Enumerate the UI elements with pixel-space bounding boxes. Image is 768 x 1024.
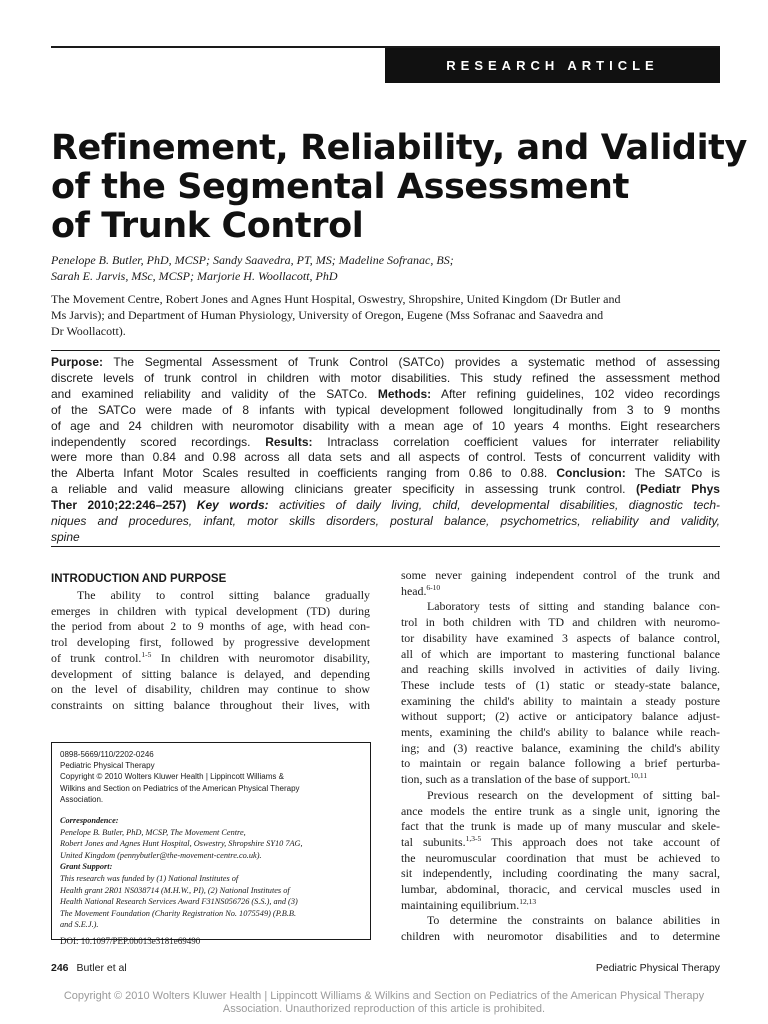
page-footer (51, 962, 720, 978)
body-line: ing; and (3) reactive balance, examining the child's ability (401, 740, 720, 755)
left-column (51, 568, 370, 714)
corr-line (60, 815, 362, 838)
author-line: Sarah E. Jarvis, MSc, MCSP; Marjorie H. Woollacott, PhD (51, 269, 338, 283)
reference-superscript: 12,13 (519, 896, 537, 906)
meta-line: 0898-5669/110/2202-0246 (60, 750, 154, 759)
reference-superscript: 10,11 (630, 771, 648, 781)
reference-superscript: 1,3-5 (465, 833, 482, 843)
body-text: In children with neuromotor disability, (160, 650, 370, 665)
section-heading: INTRODUCTION AND PURPOSE (51, 573, 227, 585)
copyright-line: Association. Unauthorized reproduction of this article is prohibited. (222, 1003, 546, 1015)
body-line (401, 772, 720, 788)
grant-line: and S.E.J.). (60, 920, 99, 930)
corr-line: Robert Jones and Agnes Hunt Hospital, Oswestry, Shropshire SY10 7AG, (60, 839, 303, 849)
affiliation-line: Ms Jarvis); and Department of Human Physiology, University of Oregon, Eugene (Mss Sofranac and Saavedra and (51, 308, 604, 322)
affiliations (51, 291, 720, 339)
abstract-line: niques and procedures, infant, motor skills disorders, postural balance, psychometrics, reliability and validity, (51, 514, 720, 529)
abstract-text: Intraclass correlation coefficient values for interrater reliability (327, 434, 720, 449)
body-line: all of which are important to mastering functional balance (401, 646, 720, 661)
body-line: the period from about 2 to 9 months of age, with head con- (51, 619, 370, 634)
abstract-line: of the SATCo were made of 8 infants with typical development followed longitudinally from 3 to 9 months (51, 402, 720, 417)
body-text: tal subunits. (401, 834, 466, 849)
body-line: ance models the entire trunk as a single unit, ignoring the (401, 803, 720, 818)
running-authors: Butler et al (76, 962, 127, 974)
abstract-line (51, 498, 720, 514)
conclusion-label: Conclusion: (556, 466, 626, 481)
body-line (401, 584, 720, 600)
body-text: of trunk control. (51, 650, 142, 665)
article-type-banner: RESEARCH ARTICLE (385, 48, 720, 83)
abstract-line: of age and 24 children with neuromotor disability with a mean age of 10 years 4 months. Eight researchers (51, 418, 720, 433)
meta-line: Copyright © 2010 Wolters Kluwer Health | Lippincott Williams & (60, 772, 284, 782)
body-line: ments, examining the child's ability to balance while reach- (401, 725, 720, 740)
body-line: trol in both children with TD and children with neuromo- (401, 615, 720, 630)
abstract-text: The Segmental Assessment of Trunk Control (SATCo) provides a systematic method of assessing (113, 355, 720, 369)
abstract-text: and examined reliability and validity of the SATCo. (51, 386, 368, 401)
body-line (401, 835, 720, 851)
grant-line: Health National Research Services Award F31NS056726 (S.S.), and (3) (60, 897, 298, 907)
page-number: 246 (51, 962, 69, 974)
title-line: of the Segmental Assessment (51, 167, 629, 207)
body-line: sit independently, including coordinating the many sacral, (401, 866, 720, 881)
affiliation-line: Dr Woollacott). (51, 324, 126, 338)
abstract-line (51, 387, 720, 403)
corr-text: Penelope B. Butler, PhD, MCSP, The Movement Centre, (60, 827, 246, 837)
doi: DOI: 10.1097/PEP.0b013e3181e69490 (60, 935, 201, 946)
body-line: To determine the constraints on balance abilities in (427, 913, 720, 928)
grant-label: Grant Support: (60, 862, 113, 872)
journal-name: Pediatric Physical Therapy (595, 962, 720, 974)
abstract-line (51, 435, 720, 451)
affiliation-line: The Movement Centre, Robert Jones and Agnes Hunt Hospital, Oswestry, Shropshire, United Kingdom (Dr Butler and (51, 292, 621, 306)
correspondence (60, 815, 362, 931)
abstract-line: spine (51, 529, 80, 544)
body-line: on the level of disability, children may continue to show (51, 682, 370, 697)
body-line: the neuromuscular coordination that must be achieved to (401, 850, 720, 865)
reference-superscript: 1-5 (141, 649, 152, 659)
article-info-box (51, 742, 371, 946)
body-text: head. (401, 583, 427, 598)
abstract-rule-bottom (51, 546, 720, 547)
abstract-text: The SATCo is (634, 466, 720, 481)
author-list (51, 252, 720, 284)
grant-line: Health grant 2R01 NS038714 (M.H.W., PI), (2) National Institutes of (60, 885, 290, 895)
body-line (51, 651, 370, 667)
body-line: to maintain or regain balance following a brief perturba- (401, 756, 720, 771)
grant-line: The Movement Foundation (Charity Registration No. 1075549) (P.B.B. (60, 908, 297, 918)
right-column-text (401, 568, 720, 945)
abstract-line: were more than 0.84 and 0.98 across all data sets and all aspects of control. Tests of concurrent validity with (51, 450, 720, 465)
corr-line: United Kingdom (pennybutler@the-movement-centre.co.uk). (60, 850, 262, 860)
author-line: Penelope B. Butler, PhD, MCSP; Sandy Saavedra, PT, MS; Madeline Sofranac, BS; (51, 253, 454, 267)
publication-meta (60, 749, 362, 805)
abstract (51, 355, 720, 546)
correspondence-label: Correspondence: (60, 816, 119, 826)
citation: (Pediatr Phys (636, 482, 720, 497)
purpose-label: Purpose: (51, 355, 104, 369)
body-line: and reaching skills involved in activities of daily living. (401, 662, 720, 677)
right-column (401, 568, 720, 945)
body-text: tion, such as a translation of the base of support. (401, 772, 631, 787)
body-line: Previous research on the development of sitting bal- (427, 787, 720, 802)
abstract-text: independently scored recordings. (51, 434, 251, 449)
title-line: Refinement, Reliability, and Validity (51, 128, 747, 168)
reference-superscript: 6-10 (426, 582, 441, 592)
keywords-text: activities of daily living, child, developmental disabilities, diagnostic tech- (279, 498, 721, 513)
abstract-line (51, 355, 720, 371)
body-line: Laboratory tests of sitting and standing balance con- (427, 599, 720, 614)
body-line: children with neuromotor disabilities and to determine (401, 929, 720, 944)
meta-line: Association. (60, 794, 104, 804)
abstract-text: After refining guidelines, 102 video recordings (440, 386, 720, 401)
body-line: some never gaining independent control of the trunk and (401, 568, 720, 582)
body-line: tor disability have examined 3 aspects of balance control, (401, 630, 720, 645)
body-line: trol developing first, followed by progressive development (51, 635, 370, 650)
body-line: development of sitting balance is delayed, and depending (51, 666, 370, 681)
abstract-rule-top (51, 350, 720, 351)
body-line: constraints on sitting balance throughout their lives, with (51, 697, 370, 712)
abstract-line: discrete levels of trunk control in children with motor disabilities. This study refined the assessment method (51, 370, 720, 385)
grant-text: This research was funded by (1) National Institutes of (60, 873, 239, 883)
body-line (401, 898, 720, 914)
copyright-line: Copyright © 2010 Wolters Kluwer Health | Lippincott Williams & Wilkins and Section on Pediatrics of the American Physical Therapy (63, 990, 705, 1002)
body-line: fact that the trunk is made up of many muscular and skele- (401, 819, 720, 834)
body-line: emerges in children with typical development (TD) during (51, 603, 370, 618)
body-line: without support; (2) active or anticipatory balance adjust- (401, 709, 720, 724)
copyright-notice (0, 990, 768, 1016)
article-title (51, 128, 747, 246)
body-line: examining the child's ability to maintain a steady posture (401, 693, 720, 708)
body-line: lumbar, abdominal, thoracic, and cervical muscles used in (401, 882, 720, 897)
title-line: of Trunk Control (51, 206, 364, 246)
results-label: Results: (265, 434, 313, 449)
body-text: maintaining equilibrium. (401, 897, 520, 912)
abstract-text: a reliable and valid measure allowing clinicians greater specificity in assessing trunk control. (51, 482, 626, 497)
methods-label: Methods: (377, 386, 432, 401)
intro-paragraph (51, 588, 370, 714)
keywords-label: Key words: (196, 498, 269, 513)
meta-line: Wilkins and Section on Pediatrics of the American Physical Therapy (60, 783, 300, 793)
body-text: This approach does not take account of (491, 834, 720, 849)
citation: Ther 2010;22:246–257) (51, 498, 187, 513)
body-line: These include tests of (1) static or steady-state balance, (401, 677, 720, 692)
grant-line (60, 861, 362, 884)
abstract-line (51, 482, 720, 498)
meta-line: Pediatric Physical Therapy (60, 761, 155, 771)
abstract-text: the Alberta Infant Motor Scales resulted in coefficients ranging from 0.86 to 0.88. (51, 466, 548, 481)
body-line: The ability to control sitting balance gradually (77, 588, 370, 602)
abstract-line (51, 466, 720, 482)
